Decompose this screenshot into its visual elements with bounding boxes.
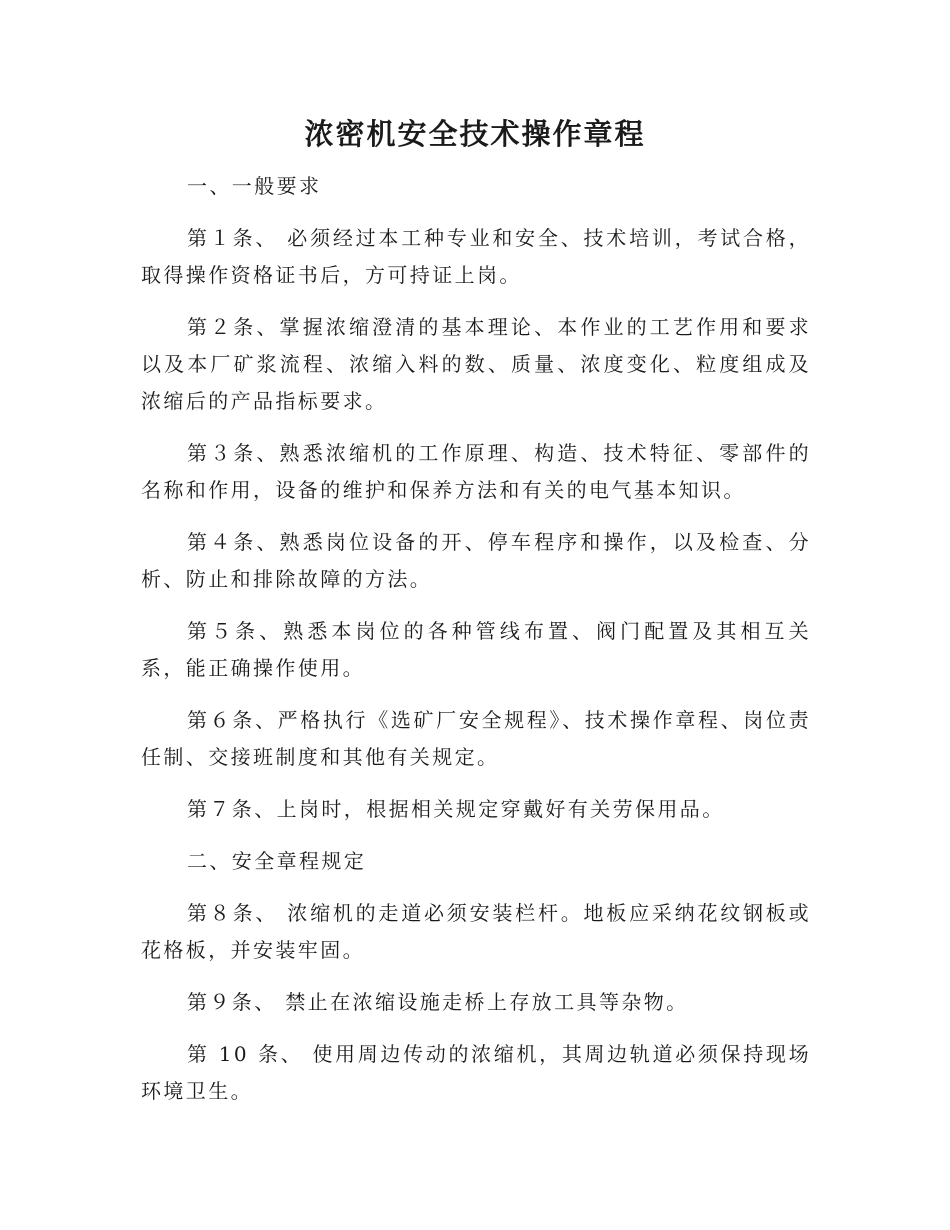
article-1: 第１条、 必须经过本工种专业和安全、技术培训，考试合格，取得操作资格证书后，方可持证上岗。 [141,226,811,287]
article-8: 第８条、 浓缩机的走道必须安装栏杆。地板应采纳花纹钢板或花格板，并安装牢固。 [141,901,811,962]
article-7: 第７条、上岗时，根据相关规定穿戴好有关劳保用品。 [187,797,725,821]
article-4: 第４条、熟悉岗位设备的开、停车程序和操作，以及检查、分析、防止和排除故障的方法。 [141,530,811,591]
article-9: 第９条、 禁止在浓缩设施走桥上存放工具等杂物。 [187,990,689,1014]
article-5: 第５条、熟悉本岗位的各种管线布置、阀门配置及其相互关系，能正确操作使用。 [141,619,811,680]
article-10: 第 10 条、 使用周边传动的浓缩机，其周边轨道必须保持现场环境卫生。 [141,1042,811,1103]
section-heading-safety-rules: 二、安全章程规定 [187,849,367,873]
article-3: 第３条、熟悉浓缩机的工作原理、构造、技术特征、零部件的名称和作用，设备的维护和保养方法和有关的电气基本知识。 [141,441,811,502]
document-body [141,168,811,1125]
article-2: 第２条、掌握浓缩澄清的基本理论、本作业的工艺作用和要求以及本厂矿浆流程、浓缩入料的数、质量、浓度变化、粒度组成及浓缩后的产品指标要求。 [141,315,811,413]
article-6: 第６条、严格执行《选矿厂安全规程》、技术操作章程、岗位责任制、交接班制度和其他有关规定。 [141,708,811,769]
section-heading-general: 一、一般要求 [187,174,322,198]
document-title: 浓密机安全技术操作章程 [304,117,646,151]
